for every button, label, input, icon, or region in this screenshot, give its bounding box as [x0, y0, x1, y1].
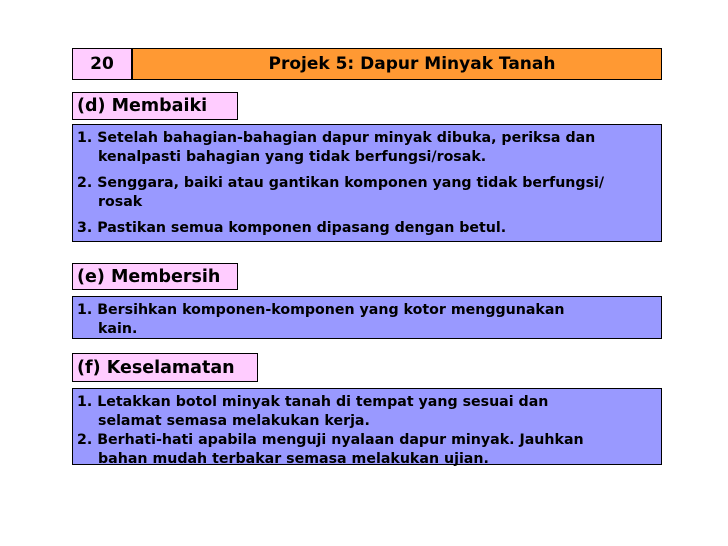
section-heading-membersih [72, 263, 238, 290]
list-item-line: bahan mudah terbakar semasa melakukan ujian. [98, 451, 489, 467]
list-item [77, 301, 657, 339]
list-item-line: kenalpasti bahagian yang tidak berfungsi/rosak. [98, 149, 487, 165]
list-item-line: 2. Senggara, baiki atau gantikan komponen yang tidak berfungsi/ [77, 175, 605, 191]
page-number-text: 20 [90, 54, 114, 74]
list-item [77, 393, 657, 431]
list-item-line: selamat semasa melakukan kerja. [98, 413, 370, 429]
page-number [72, 48, 132, 80]
section-panel-keselamatan [72, 388, 662, 465]
section-heading-membaiki [72, 92, 238, 120]
list-item-line: kain. [98, 321, 138, 337]
list-item-line: 1. Letakkan botol minyak tanah di tempat yang sesuai dan [77, 394, 549, 410]
list-item [77, 129, 657, 167]
list-item-line: rosak [98, 194, 143, 210]
list-item-line: 3. Pastikan semua komponen dipasang dengan betul. [77, 220, 507, 236]
section-heading-text: (f) Keselamatan [77, 357, 235, 378]
page-title [132, 48, 662, 80]
page-title-text: Projek 5: Dapur Minyak Tanah [268, 54, 556, 74]
section-panel-membersih [72, 296, 662, 339]
list-item-line: 1. Setelah bahagian-bahagian dapur minyak dibuka, periksa dan [77, 130, 596, 146]
list-item [77, 219, 657, 238]
list-item-line: 2. Berhati-hati apabila menguji nyalaan dapur minyak. Jauhkan [77, 432, 584, 448]
list-item [77, 174, 657, 212]
section-heading-keselamatan [72, 353, 258, 382]
list-item [77, 431, 657, 469]
section-heading-text: (d) Membaiki [77, 96, 208, 116]
list-item-line: 1. Bersihkan komponen-komponen yang kotor menggunakan [77, 302, 565, 318]
section-panel-membaiki [72, 124, 662, 242]
section-heading-text: (e) Membersih [77, 266, 221, 287]
